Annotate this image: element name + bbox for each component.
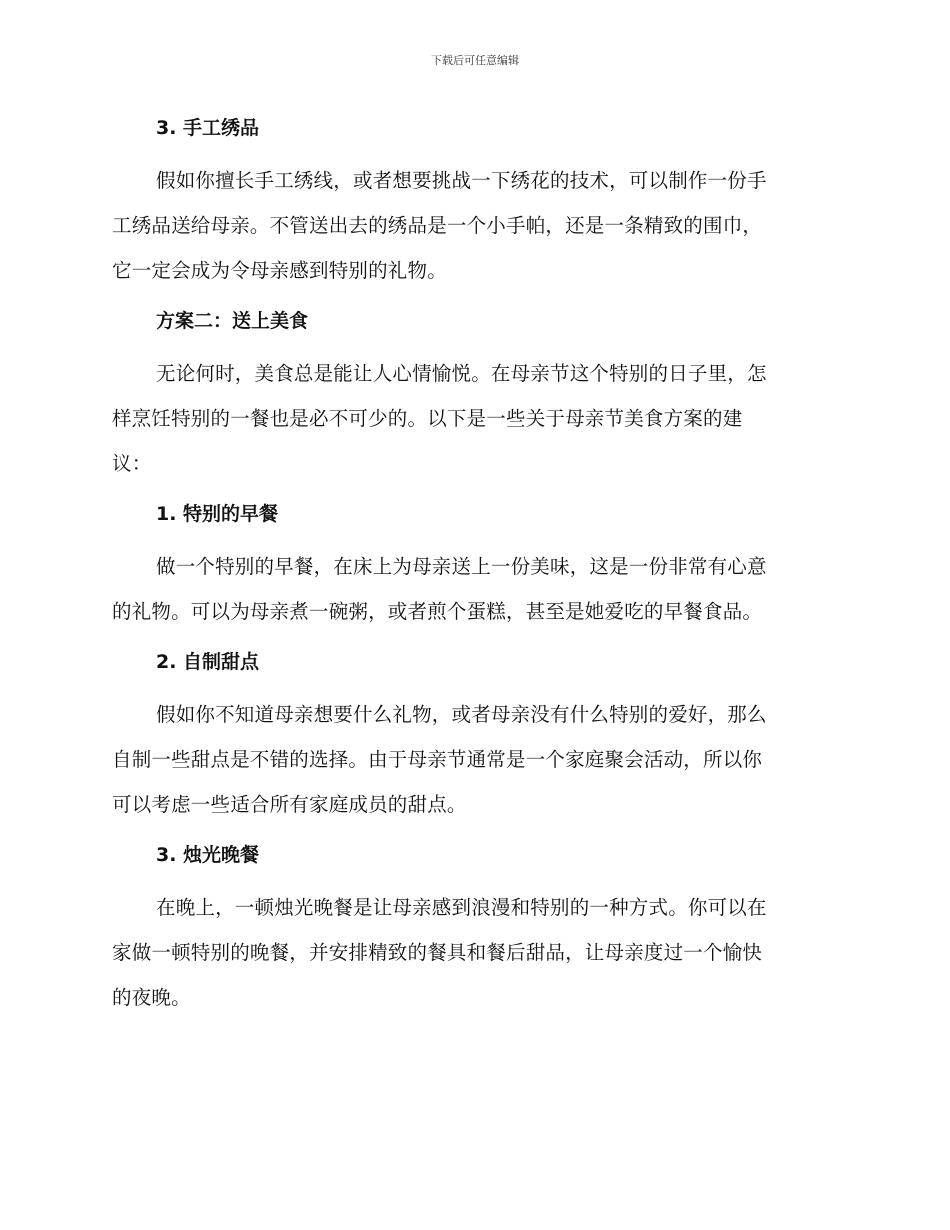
paragraph-food-intro: 无论何时，美食总是能让人心情愉悦。在母亲节这个特别的日子里，怎 样烹饪特别的一餐也是必不可少的。以下是一些关于母亲节美食方案的建 议： [112,362,767,475]
paragraph-dessert: 假如你不知道母亲想要什么礼物，或者母亲没有什么特别的爱好，那么 自制一些甜点是不错的选择。由于母亲节通常是一个家庭聚会活动，所以你 可以考虑一些适合所有家庭成员的甜点。 [112,703,767,816]
section-heading-food-plan: 方案二：送上美食 [156,310,309,332]
paragraph-candlelight-dinner: 在晚上，一顿烛光晚餐是让母亲感到浪漫和特别的一种方式。你可以在 家做一顿特别的晚餐，并安排精致的餐具和餐后甜品，让母亲度过一个愉快 的夜晚。 [112,896,767,1009]
paragraph-embroidery: 假如你擅长手工绣线，或者想要挑战一下绣花的技术，可以制作一份手 工绣品送给母亲。不管送出去的绣品是一个小手帕，还是一条精致的围巾， 它一定会成为令母亲感到特别的礼物。 [112,169,767,282]
section-heading-embroidery: 3. 手工绣品 [156,117,260,139]
paragraph-breakfast: 做一个特别的早餐，在床上为母亲送上一份美味，这是一份非常有心意 的礼物。可以为母亲煮一碗粥，或者煎个蛋糕，甚至是她爱吃的早餐食品。 [112,555,767,623]
page-header: 下载后可任意编辑 [431,54,519,67]
section-heading-breakfast: 1. 特别的早餐 [156,503,279,525]
document-body [112,113,832,1020]
section-heading-candlelight-dinner: 3. 烛光晚餐 [156,844,260,866]
section-heading-dessert: 2. 自制甜点 [156,651,260,673]
